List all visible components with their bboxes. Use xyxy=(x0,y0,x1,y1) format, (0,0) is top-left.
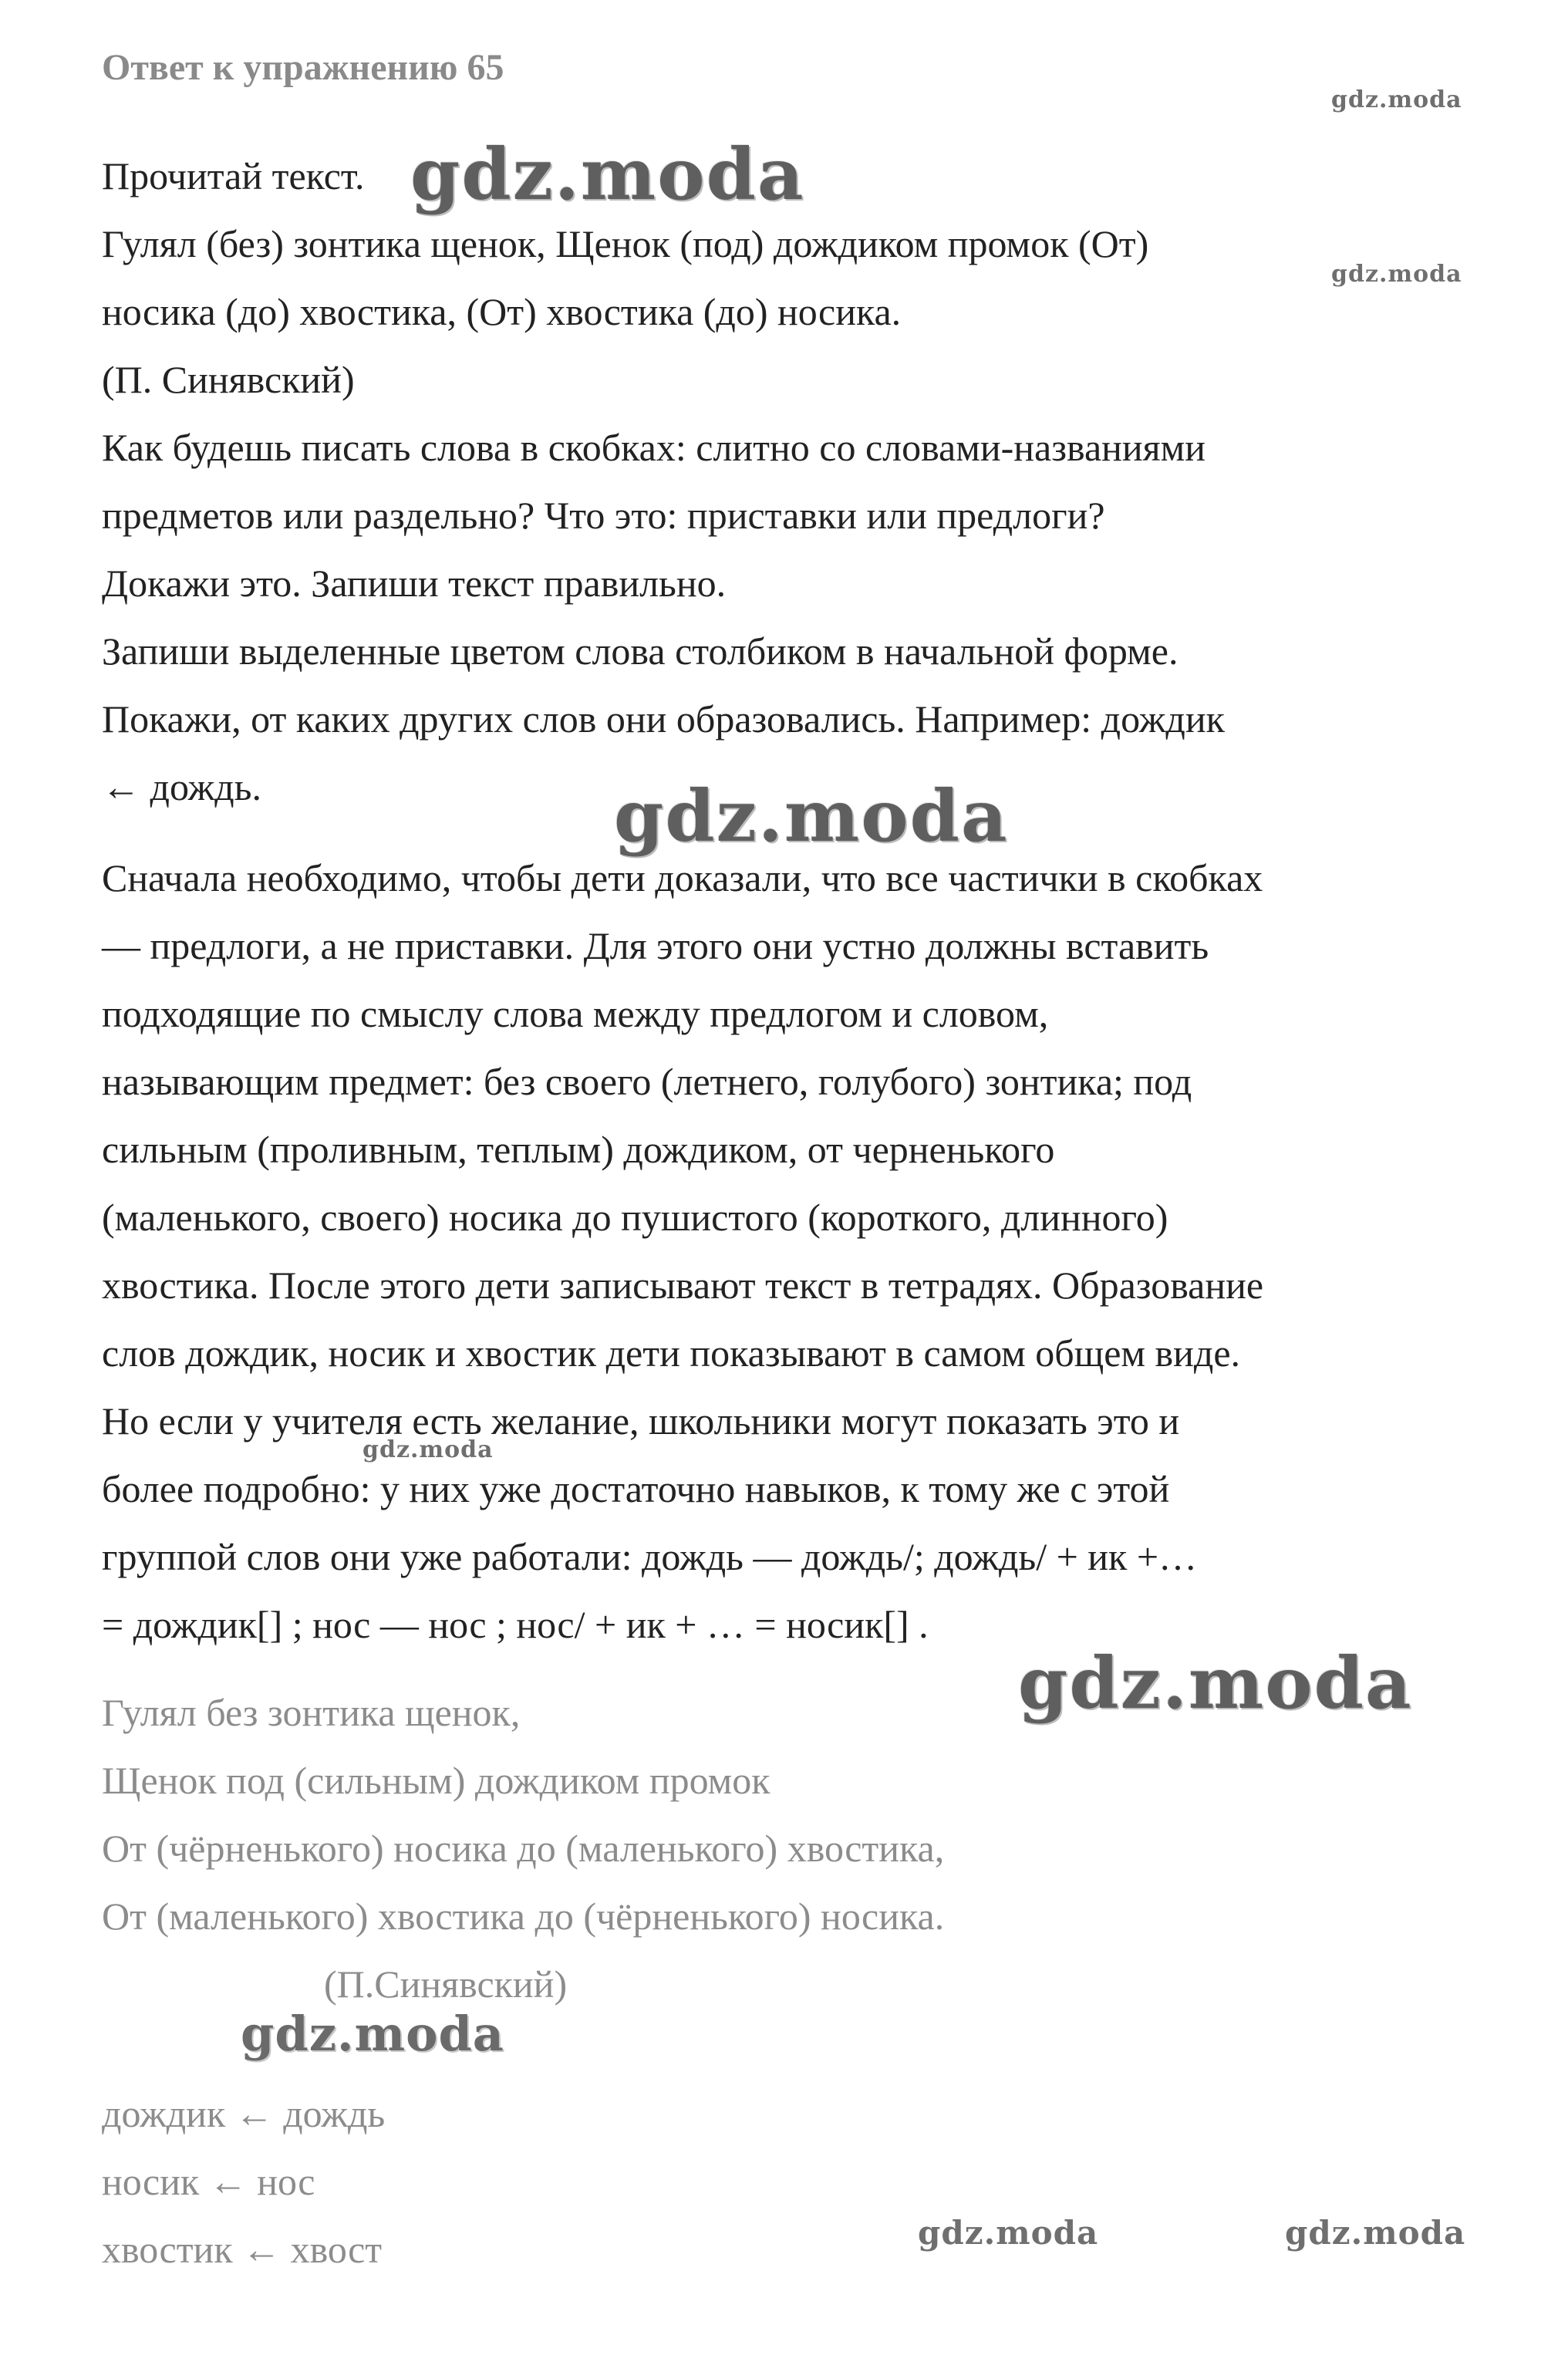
task-line: предметов или раздельно? Что это: приставки или предлоги? xyxy=(102,494,1105,537)
word-derivation: носик ← нос xyxy=(102,2160,315,2203)
task-line: носика (до) хвостика, (От) хвостика (до) носика. xyxy=(102,290,902,333)
explanation-line: сильным (проливным, теплым) дождиком, от черненького xyxy=(102,1128,1055,1171)
explanation-line: называющим предмет: без своего (летнего, голубого) зонтика; под xyxy=(102,1060,1192,1103)
word-derivation: хвостик ← хвост xyxy=(102,2228,383,2271)
explanation-line: Но если у учителя есть желание, школьники могут показать это и xyxy=(102,1399,1180,1443)
page-title: Ответ к упражнению 65 xyxy=(102,47,504,88)
explanation-line: (маленького, своего) носика до пушистого (короткого, длинного) xyxy=(102,1196,1168,1239)
explanation-line: Сначала необходимо, чтобы дети доказали, что все частички в скобках xyxy=(102,856,1263,899)
watermark: gdz.moda xyxy=(1331,261,1462,288)
explanation-line: более подробно: у них уже достаточно навыков, к тому же с этой xyxy=(102,1467,1170,1510)
poem-line: Гулял без зонтика щенок, xyxy=(102,1691,521,1734)
explanation-line: слов дождик, носик и хвостик дети показывают в самом общем виде. xyxy=(102,1331,1241,1375)
explanation-line: хвостика. После этого дети записывают текст в тетрадях. Образование xyxy=(102,1264,1264,1307)
task-line: (П. Синявский) xyxy=(102,358,355,401)
watermark: gdz.moda xyxy=(241,2006,504,2062)
explanation-line: — предлоги, а не приставки. Для этого они устно должны вставить xyxy=(102,924,1209,967)
watermark: gdz.moda xyxy=(918,2214,1099,2252)
watermark: gdz.moda xyxy=(1285,2214,1466,2252)
explanation-line: группой слов они уже работали: дождь — дождь/; дождь/ + ик +… xyxy=(102,1535,1198,1578)
word-derivation: дождик ← дождь xyxy=(102,2092,386,2135)
watermark: gdz.moda xyxy=(410,133,805,216)
poem-line: От (маленького) хвостика до (чёрненького) носика. xyxy=(102,1895,945,1938)
watermark: gdz.moda xyxy=(614,774,1009,858)
explanation-line: подходящие по смыслу слова между предлогом и словом, xyxy=(102,992,1049,1035)
task-line: Как будешь писать слова в скобках: слитно со словами-названиями xyxy=(102,426,1206,469)
task-line: ← дождь. xyxy=(102,765,261,808)
poem-line: От (чёрненького) носика до (маленького) хвостика, xyxy=(102,1827,945,1870)
watermark: gdz.moda xyxy=(1018,1642,1413,1725)
explanation-line: = дождик[] ; нос — нос ; нос/ + ик + … = носик[] . xyxy=(102,1603,929,1646)
task-line: Запиши выделенные цветом слова столбиком в начальной форме. xyxy=(102,629,1179,673)
watermark: gdz.moda xyxy=(1331,86,1462,113)
poem-author: (П.Синявский) xyxy=(324,1962,568,2006)
task-line: Покажи, от каких других слов они образовались. Например: дождик xyxy=(102,697,1225,741)
task-line: Прочитай текст. xyxy=(102,154,365,197)
task-line: Гулял (без) зонтика щенок, Щенок (под) дождиком промок (От) xyxy=(102,222,1149,265)
watermark: gdz.moda xyxy=(362,1436,494,1463)
task-line: Докажи это. Запиши текст правильно. xyxy=(102,562,727,605)
poem-line: Щенок под (сильным) дождиком промок xyxy=(102,1759,771,1802)
